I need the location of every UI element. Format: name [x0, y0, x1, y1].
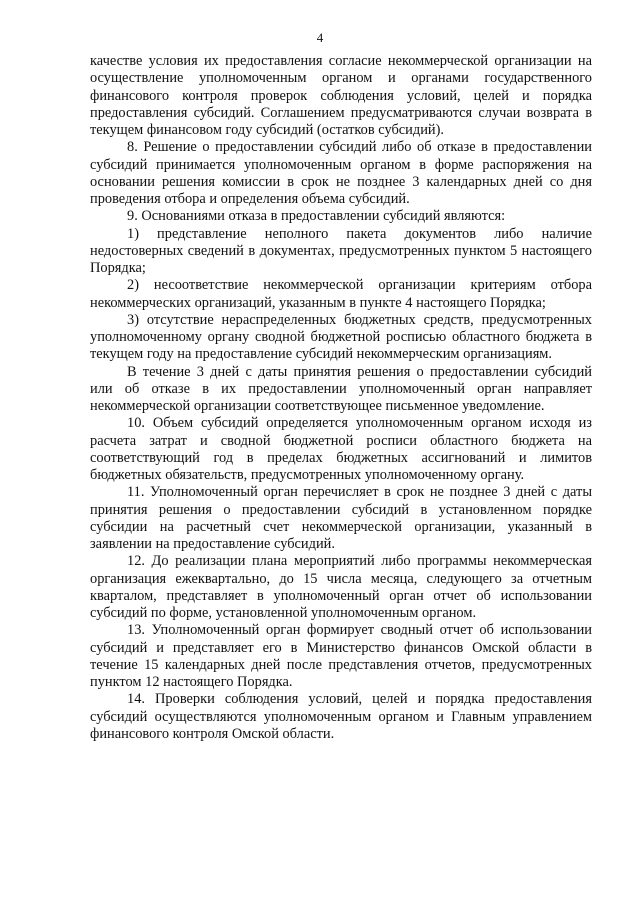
paragraph-subitem-3: 3) отсутствие нераспределенных бюджетных средств, предусмотренных уполномоченному органу сводной бюджетной росписью областного бюджета в текущем году на предоставление субсидий некоммерческим организациям.	[90, 311, 592, 363]
paragraph-item-13: 13. Уполномоченный орган формирует сводный отчет об использовании субсидий и представляет его в Министерство финансов Омской области в течение 15 календарных дней после представления отчетов, предусмотренных пунктом 12 настоящего Порядка.	[90, 622, 592, 690]
paragraph-continuation: качестве условия их предоставления согласие некоммерческой организации на осуществление уполномоченным органом и органами государственного финансового контроля проверок соблюдения условий, целей и порядка предоставления субсидий. Соглашением предусматриваются случаи возврата в текущем финансовом году субсидий (остатков субсидий).	[90, 53, 592, 138]
paragraph-subitem-1: 1) представление неполного пакета документов либо наличие недостоверных сведений в документах, предусмотренных пунктом 5 настоящего Порядка;	[90, 225, 592, 276]
paragraph-item-9: 9. Основаниями отказа в предоставлении субсидий являются:	[127, 208, 506, 225]
document-body	[90, 53, 592, 743]
paragraph-item-14: 14. Проверки соблюдения условий, целей и порядка предоставления субсидий осуществляются уполномоченным органом и Главным управлением финансового контроля Омской области.	[90, 691, 592, 742]
paragraph-item-8: 8. Решение о предоставлении субсидий либо об отказе в предоставлении субсидий принимается уполномоченным органом в форме распоряжения на основании решения комиссии в срок не позднее 3 календарных дней со дня проведения отбора и определения объема субсидий.	[90, 139, 592, 207]
paragraph-item-10: 10. Объем субсидий определяется уполномоченным органом исходя из расчета затрат и сводной бюджетной росписи областного бюджета на соответствующий год в пределах бюджетных ассигнований и лимитов бюджетных обязательств, предусмотренных уполномоченному органу.	[90, 415, 592, 483]
paragraph-item-11: 11. Уполномоченный орган перечисляет в срок не позднее 3 дней с даты принятия решения о предоставлении субсидий в установленном порядке субсидии на расчетный счет некоммерческой организации, указанный в заявлении на предоставление субсидий.	[90, 484, 592, 552]
paragraph-item-12: 12. До реализации плана мероприятий либо программы некоммерческая организация ежеквартально, до 15 числа месяца, следующего за отчетным кварталом, представляет в уполномоченный орган отчет об использовании субсидий по форме, установленной уполномоченным органом.	[90, 553, 592, 621]
paragraph-subitem-2: 2) несоответствие некоммерческой организации критериям отбора некоммерческих организаций, указанным в пункте 4 настоящего Порядка;	[90, 277, 592, 311]
paragraph-notification: В течение 3 дней с даты принятия решения о предоставлении субсидий или об отказе в их предоставлении уполномоченный орган направляет некоммерческой организации соответствующее письменное уведомление.	[90, 363, 592, 414]
page-number: 4	[316, 30, 324, 45]
